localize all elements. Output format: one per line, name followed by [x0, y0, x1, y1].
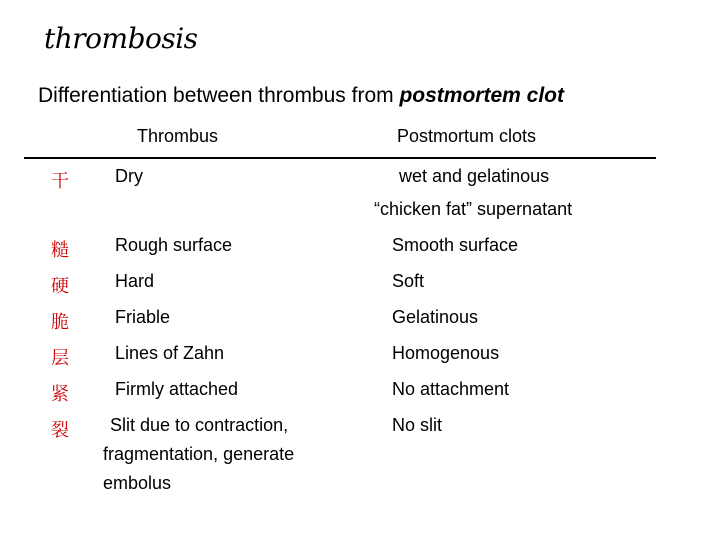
row-character: 裂 — [51, 420, 69, 441]
row-character: 硬 — [51, 276, 69, 297]
clot-cell — [392, 375, 509, 404]
slide-title: thrombosis — [44, 22, 198, 55]
cell-line: fragmentation, generate — [103, 444, 295, 464]
cell-line: Slit due to contraction, — [110, 415, 289, 435]
cell-line: Dry — [115, 166, 143, 186]
row-character: 脆 — [51, 312, 69, 333]
subtitle-emphasis: postmortem clot — [399, 84, 564, 107]
cell-line: Hard — [115, 271, 155, 291]
thrombus-cell — [115, 375, 238, 404]
row-character: 紧 — [51, 384, 69, 405]
column-header-postmortem: Postmortum clots — [397, 126, 537, 146]
thrombus-cell — [115, 162, 143, 191]
clot-cell — [392, 231, 518, 260]
cell-line: wet and gelatinous — [399, 166, 550, 186]
cell-line: Homogenous — [392, 343, 500, 363]
cell-line: “chicken fat” supernatant — [374, 199, 573, 219]
thrombus-cell — [103, 411, 294, 498]
cell-line: Friable — [115, 307, 171, 327]
clot-cell — [392, 411, 442, 440]
column-header-thrombus: Thrombus — [137, 126, 219, 146]
clot-cell — [399, 162, 549, 191]
clot-cell-continuation — [374, 195, 572, 224]
thrombus-cell — [115, 267, 154, 296]
row-character: 层 — [51, 348, 69, 369]
cell-line: Smooth surface — [392, 235, 519, 255]
cell-line: Firmly attached — [115, 379, 239, 399]
subtitle-prefix: Differentiation between thrombus from — [38, 84, 400, 107]
cell-line: Lines of Zahn — [115, 343, 225, 363]
thrombus-cell — [115, 303, 170, 332]
clot-cell — [392, 303, 478, 332]
cell-line: Soft — [392, 271, 425, 291]
slide-subtitle — [38, 84, 564, 108]
cell-line: No slit — [392, 415, 443, 435]
row-character: 糙 — [51, 240, 69, 261]
header-divider — [24, 157, 656, 159]
cell-line: Gelatinous — [392, 307, 479, 327]
thrombus-cell — [115, 231, 232, 260]
cell-line: No attachment — [392, 379, 510, 399]
row-character: 干 — [51, 171, 69, 192]
thrombus-cell — [115, 339, 224, 368]
cell-line: embolus — [103, 473, 172, 493]
clot-cell — [392, 267, 424, 296]
cell-line: Rough surface — [115, 235, 233, 255]
clot-cell — [392, 339, 499, 368]
